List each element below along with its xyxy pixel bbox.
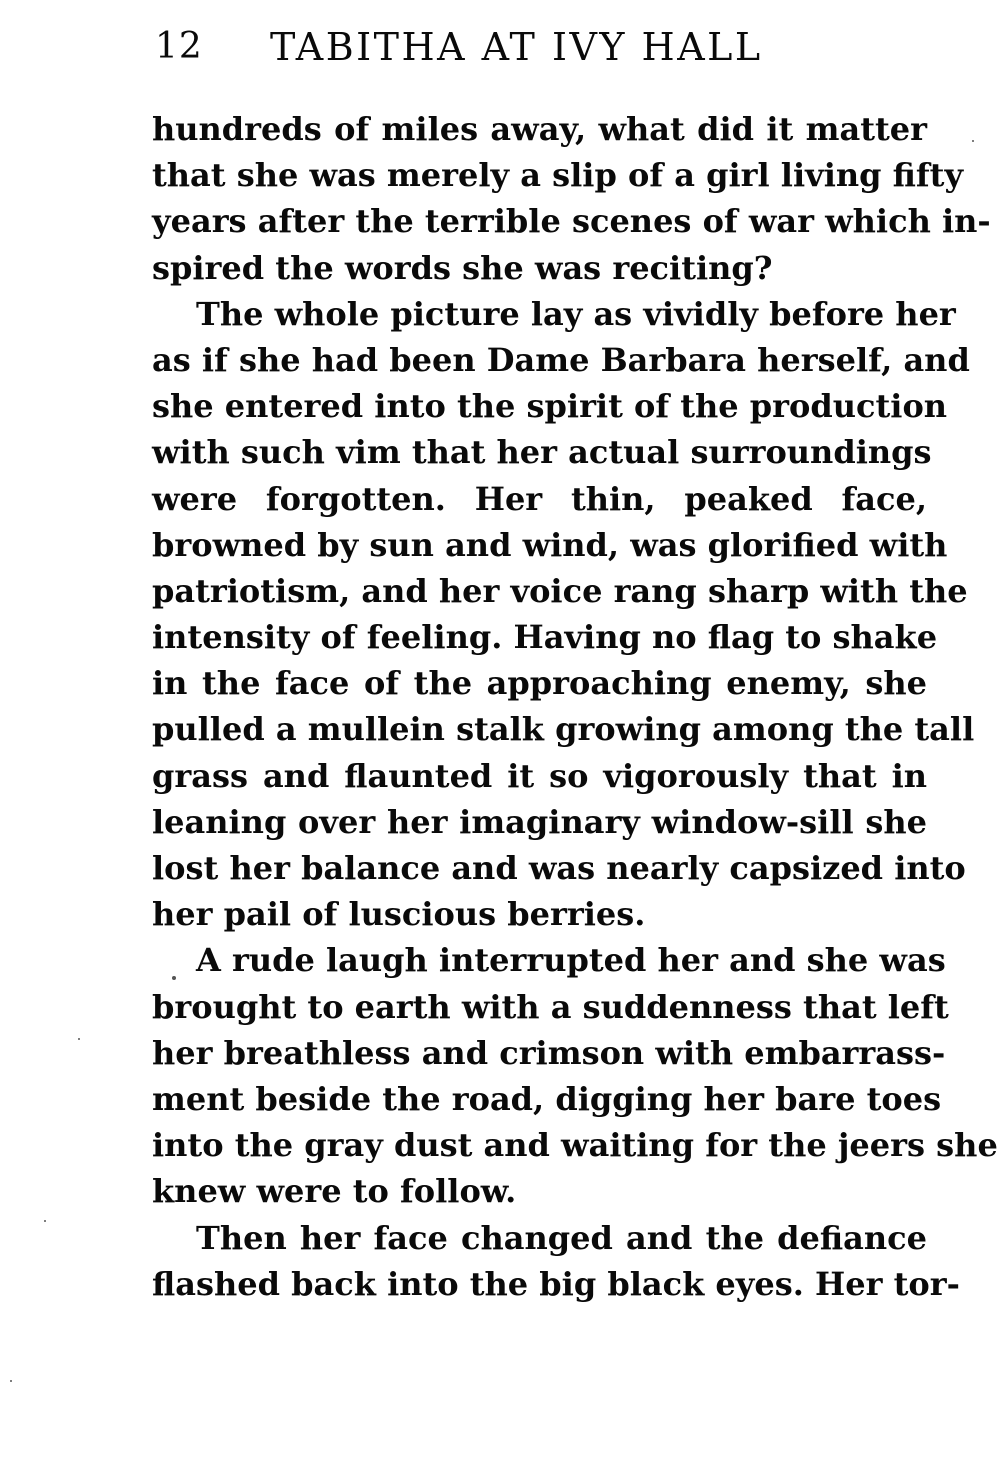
text-line: browned by sun and wind, was glorified with: [152, 525, 948, 564]
text-line: into the gray dust and waiting for the jeers she: [152, 1126, 998, 1165]
paragraph-start-line: Then her face changed and the defiance: [196, 1218, 927, 1257]
scan-speck: [10, 1380, 12, 1382]
text-line: in the face of the approaching enemy, she: [152, 664, 927, 703]
text-line: her pail of luscious berries.: [152, 895, 646, 934]
text-line: she entered into the spirit of the production: [152, 387, 948, 426]
text-line: pulled a mullein stalk growing among the tall: [152, 710, 975, 749]
text-line: years after the terrible scenes of war which in-: [152, 202, 991, 241]
text-line: grass and flaunted it so vigorously that in: [152, 756, 927, 795]
text-line: her breathless and crimson with embarrass-: [152, 1033, 946, 1072]
text-line: as if she had been Dame Barbara herself, and: [152, 340, 970, 379]
running-title: TABITHA AT IVY HALL: [270, 25, 763, 69]
scan-speck: [78, 1038, 80, 1040]
text-line: spired the words she was reciting?: [152, 248, 773, 287]
paragraph-start-line: A rude laugh interrupted her and she was: [196, 941, 946, 980]
text-line: ment beside the road, digging her bare toes: [152, 1079, 942, 1118]
page-header: [155, 22, 835, 72]
text-line: intensity of feeling. Having no flag to shake: [152, 618, 938, 657]
text-line: hundreds of miles away, what did it matter: [152, 110, 927, 148]
page-number: 12: [155, 26, 203, 67]
scan-speck: [44, 1220, 46, 1222]
text-line: knew were to follow.: [152, 1172, 517, 1211]
text-line: were forgotten. Her thin, peaked face,: [152, 479, 927, 518]
paragraph-start-line: The whole picture lay as vividly before her: [196, 294, 956, 333]
text-line: lost her balance and was nearly capsized into: [152, 849, 966, 887]
text-line: that she was merely a slip of a girl living fifty: [152, 156, 964, 195]
text-line: flashed back into the big black eyes. Her tor-: [152, 1264, 960, 1303]
scan-speck: [172, 976, 176, 980]
text-line: patriotism, and her voice rang sharp with the: [152, 571, 968, 610]
body-text: [152, 106, 998, 1307]
scan-speck: [972, 140, 974, 142]
text-line: leaning over her imaginary window-sill she: [152, 802, 927, 841]
text-line: brought to earth with a suddenness that left: [152, 987, 949, 1026]
text-line: with such vim that her actual surroundings: [152, 433, 932, 472]
